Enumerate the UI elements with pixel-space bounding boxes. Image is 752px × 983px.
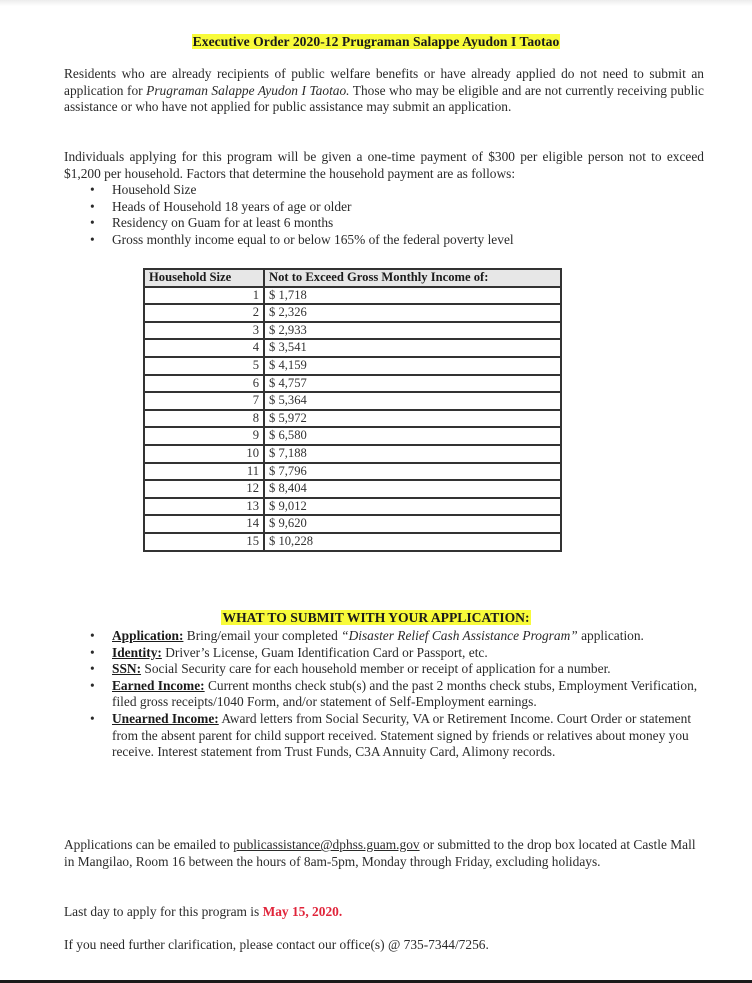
household-size-cell: 6 bbox=[144, 375, 264, 393]
income-limit-cell: $ 1,718 bbox=[264, 287, 561, 305]
required-documents-list bbox=[88, 628, 708, 761]
bullet-icon: • bbox=[90, 628, 95, 643]
document-italic: “Disaster Relief Cash Assistance Program” bbox=[341, 628, 578, 643]
factor-text: Gross monthly income equal to or below 165% of the federal poverty level bbox=[112, 231, 514, 247]
document-item bbox=[88, 711, 708, 761]
document-text: Bring/email your completed bbox=[183, 628, 342, 643]
intro-paragraph bbox=[64, 66, 704, 116]
table-row bbox=[144, 410, 561, 428]
household-size-cell: 7 bbox=[144, 392, 264, 410]
program-name: Prugraman Salappe Ayudon I Taotao. bbox=[146, 82, 350, 98]
document-text: Social Security care for each household member or receipt of application for a number. bbox=[141, 661, 611, 677]
factor-text: Residency on Guam for at least 6 months bbox=[112, 215, 334, 231]
bullet-icon: • bbox=[90, 677, 95, 693]
factor-text: Heads of Household 18 years of age or older bbox=[112, 198, 352, 214]
document-item bbox=[88, 678, 708, 711]
intro-text-2: Those who may be eligible and are not currently receiving public assistance or who have not applied for public assistance may submit an application. bbox=[64, 82, 704, 115]
bullet-icon: • bbox=[90, 198, 95, 214]
email-link[interactable]: publicassistance@dphss.guam.gov bbox=[233, 837, 420, 852]
table-row bbox=[144, 480, 561, 498]
bullet-icon: • bbox=[90, 215, 95, 231]
household-size-cell: 5 bbox=[144, 357, 264, 375]
document-text: Driver’s License, Guam Identification Card or Passport, etc. bbox=[161, 644, 488, 660]
income-limit-cell: $ 9,620 bbox=[264, 515, 561, 533]
income-limit-cell: $ 4,159 bbox=[264, 357, 561, 375]
household-size-cell: 15 bbox=[144, 533, 264, 551]
table-row bbox=[144, 427, 561, 445]
table-row bbox=[144, 392, 561, 410]
submit-heading: WHAT TO SUBMIT WITH YOUR APPLICATION: bbox=[222, 610, 530, 625]
document-item bbox=[88, 645, 708, 662]
table-row bbox=[144, 445, 561, 463]
income-limit-cell: $ 7,796 bbox=[264, 463, 561, 481]
document-label: Earned Income: bbox=[112, 677, 205, 693]
intro-text-1: Residents who are already recipients of public welfare benefits or have already applied do not need to submit an application for bbox=[64, 66, 704, 98]
document-title: Executive Order 2020-12 Prugraman Salappe Ayudon I Taotao bbox=[192, 34, 560, 49]
household-size-cell: 14 bbox=[144, 515, 264, 533]
household-size-cell: 4 bbox=[144, 339, 264, 357]
contact-paragraph: If you need further clarification, please contact our office(s) @ 735-7344/7256. bbox=[64, 937, 489, 952]
income-limit-cell: $ 5,364 bbox=[264, 392, 561, 410]
income-limit-cell: $ 10,228 bbox=[264, 533, 561, 551]
table-row bbox=[144, 533, 561, 551]
income-limit-cell: $ 7,188 bbox=[264, 445, 561, 463]
household-size-cell: 12 bbox=[144, 480, 264, 498]
household-size-cell: 1 bbox=[144, 287, 264, 305]
bullet-icon: • bbox=[90, 710, 95, 726]
factor-item bbox=[88, 232, 708, 249]
bullet-icon: • bbox=[90, 231, 95, 247]
household-size-cell: 10 bbox=[144, 445, 264, 463]
income-limit-cell: $ 3,541 bbox=[264, 339, 561, 357]
income-limit-cell: $ 4,757 bbox=[264, 375, 561, 393]
document-text: Award letters from Social Security, VA or Retirement Income. Court Order or statement from the absent parent for child support received. Statement signed by friends or relatives about money you receive. Interest statement from Trust Funds, C3A Annuity Card, Alimony records. bbox=[112, 710, 692, 760]
income-limit-cell: $ 6,580 bbox=[264, 427, 561, 445]
delivery-text-2: or submitted to the drop box located at Castle Mall in Mangilao, Room 16 between the hours of 8am-5pm, Monday through Friday, excluding holidays. bbox=[64, 837, 696, 869]
household-size-cell: 8 bbox=[144, 410, 264, 428]
document-text-after: application. bbox=[577, 628, 644, 643]
table-row bbox=[144, 515, 561, 533]
table-header-row bbox=[144, 269, 561, 287]
household-size-cell: 9 bbox=[144, 427, 264, 445]
document-label: SSN: bbox=[112, 661, 142, 677]
income-limit-table bbox=[143, 268, 562, 552]
table-row bbox=[144, 498, 561, 516]
income-limit-cell: $ 5,972 bbox=[264, 410, 561, 428]
document-label: Unearned Income: bbox=[112, 710, 219, 726]
header-household-size: Household Size bbox=[144, 269, 264, 287]
household-size-cell: 3 bbox=[144, 322, 264, 340]
payment-paragraph: Individuals applying for this program will be given a one-time payment of $300 per eligible person not to exceed $1,200 per household. Factors that determine the household payment are as follows: bbox=[64, 149, 704, 181]
factor-item bbox=[88, 215, 708, 232]
delivery-paragraph bbox=[64, 837, 704, 870]
header-income-limit: Not to Exceed Gross Monthly Income of: bbox=[264, 269, 561, 287]
table-row bbox=[144, 375, 561, 393]
table-row bbox=[144, 357, 561, 375]
factor-item bbox=[88, 182, 708, 199]
household-size-cell: 11 bbox=[144, 463, 264, 481]
income-limit-cell: $ 8,404 bbox=[264, 480, 561, 498]
bullet-icon: • bbox=[90, 661, 95, 677]
document-item bbox=[88, 661, 708, 678]
document-label: Application: bbox=[112, 628, 184, 643]
submit-heading-container bbox=[0, 609, 752, 627]
income-limit-cell: $ 2,933 bbox=[264, 322, 561, 340]
deadline-paragraph bbox=[64, 904, 704, 921]
bullet-icon: • bbox=[90, 644, 95, 660]
factor-item bbox=[88, 199, 708, 216]
table-row bbox=[144, 322, 561, 340]
table-body bbox=[144, 287, 561, 551]
delivery-text-1: Applications can be emailed to bbox=[64, 837, 234, 852]
eligibility-factors-list bbox=[88, 182, 708, 248]
deadline-date: May 15, 2020. bbox=[262, 904, 343, 919]
income-limit-cell: $ 9,012 bbox=[264, 498, 561, 516]
table-row bbox=[144, 339, 561, 357]
title-container bbox=[0, 33, 752, 51]
bullet-icon: • bbox=[90, 182, 95, 197]
household-size-cell: 2 bbox=[144, 304, 264, 322]
factor-text: Household Size bbox=[112, 182, 197, 197]
table-row bbox=[144, 287, 561, 305]
table-row bbox=[144, 304, 561, 322]
table-row bbox=[144, 463, 561, 481]
household-size-cell: 13 bbox=[144, 498, 264, 516]
document-label: Identity: bbox=[112, 644, 162, 660]
deadline-text: Last day to apply for this program is bbox=[64, 904, 263, 919]
income-limit-cell: $ 2,326 bbox=[264, 304, 561, 322]
document-text: Current months check stub(s) and the past 2 months check stubs, Employment Verification, filed gross receipts/1040 Form, and/or statement of Self-Employment earnings. bbox=[112, 677, 698, 710]
document-item bbox=[88, 628, 708, 645]
top-edge-shadow bbox=[0, 0, 752, 6]
